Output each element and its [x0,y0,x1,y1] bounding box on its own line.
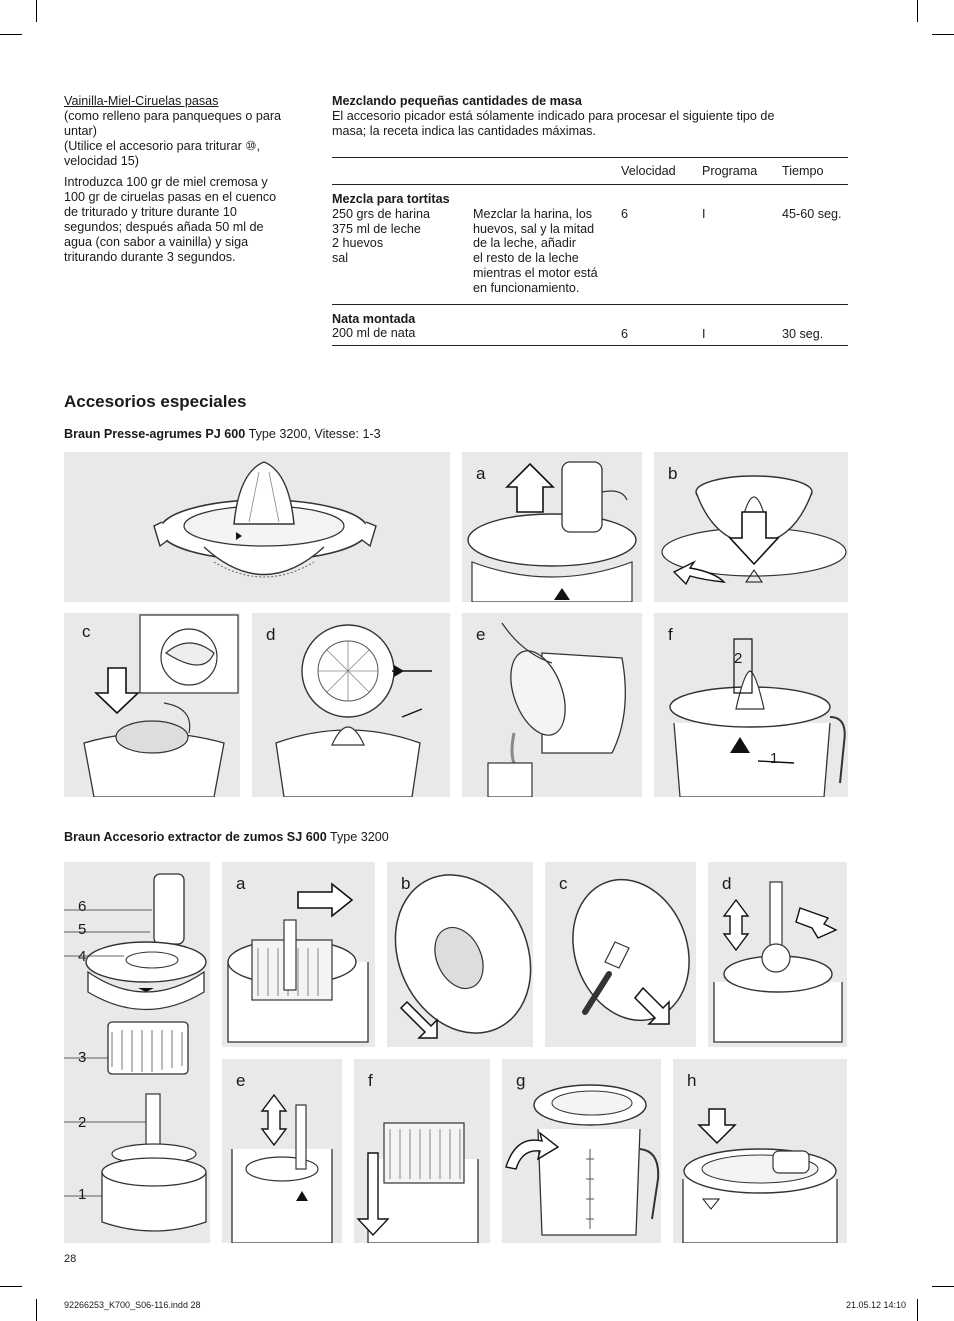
pj600-detail: Type 3200, Vitesse: 1-3 [245,427,381,441]
recipe-body-line: Introduzca 100 gr de miel cremosa y [64,175,268,189]
panel-label: e [236,1071,246,1090]
recipe-line: velocidad 15) [64,154,139,168]
pj600-panel-f [654,613,848,797]
recipe-line: (Utilice el accesorio para triturar ⑩, [64,139,261,153]
crop-mark [917,1299,918,1321]
sj600-panel-g [502,1059,661,1243]
sj600-panel-e [222,1059,342,1243]
step-number: 2 [734,650,743,667]
program-cell: I [702,185,782,305]
recipe-block [64,94,314,265]
row-name: Mezcla para tortitas [332,192,450,206]
part-number: 6 [78,898,87,915]
panel-label: a [236,874,246,893]
recipe-body-line: de triturado y triture durante 10 [64,205,237,219]
ingredient: 375 ml de leche [332,221,421,236]
table-row [332,304,848,346]
panel-label: d [266,625,276,644]
page-number: 28 [64,1253,77,1265]
pj600-name: Braun Presse-agrumes PJ 600 [64,427,246,441]
pj600-panel-a [462,452,642,602]
part-number: 5 [78,921,87,938]
method-line: mientras el motor está [473,265,598,280]
sj600-subheading [64,830,389,844]
file-info: 92266253_K700_S06-116.indd 28 [64,1300,201,1310]
part-number: 2 [78,1114,87,1131]
table-header-row [332,158,848,185]
crop-mark [36,1299,37,1321]
crop-mark [932,1286,954,1287]
panel-label: c [82,622,91,641]
speed-cell: 6 [621,185,702,305]
sj600-detail: Type 3200 [326,830,389,844]
dough-heading: Mezclando pequeñas cantidades de masa [332,94,582,108]
method-line: en funcionamiento. [473,280,580,295]
table-header: Tiempo [782,158,848,185]
speed-cell: 6 [621,304,702,346]
sj600-panel-a [222,862,375,1047]
method-line: el resto de la leche [473,251,579,266]
recipe-line: (como relleno para panqueques o para [64,109,282,123]
part-number: 3 [78,1049,87,1066]
panel-label: b [668,464,678,483]
recipe-body-line: 100 gr de ciruelas pasas en el cuenco [64,190,277,204]
panel-label: f [368,1071,373,1090]
time-cell: 30 seg. [782,304,848,346]
section-title: Accesorios especiales [64,392,247,411]
pj600-subheading [64,427,381,441]
table-row [332,185,848,305]
part-number: 1 [78,1186,87,1203]
panel-label: g [516,1071,526,1090]
ingredient: 200 ml de nata [332,326,416,341]
table-header: Programa [702,158,782,185]
pj600-overview-illustration [64,452,450,602]
method-line: Mezclar la harina, los [473,206,592,221]
crop-mark [0,1286,22,1287]
pj600-panel-c [64,613,240,797]
time-cell: 45-60 seg. [782,185,848,305]
table-header [473,158,621,185]
intro-line: masa; la receta indica las cantidades máximas. [332,124,596,138]
method-line: de la leche, añadir [473,236,576,251]
crop-mark [917,0,918,22]
sj600-panel-d [708,862,847,1047]
table-header [332,158,473,185]
method-line: huevos, sal y la mitad [473,221,595,236]
sj600-panel-h [673,1059,847,1243]
sj600-panel-f [354,1059,490,1243]
dough-intro [332,94,852,139]
recipe-body-line: segundos; después añada 50 ml de [64,220,264,234]
ingredient: 2 huevos [332,236,384,251]
ingredient: sal [332,251,349,266]
sj600-name: Braun Accesorio extractor de zumos SJ 600 [64,830,327,844]
ingredient: 250 grs de harina [332,206,431,221]
dough-table [332,157,848,346]
sj600-panel-c [545,862,696,1047]
panel-label: c [559,874,568,893]
recipe-line: untar) [64,124,97,138]
row-name: Nata montada [332,311,416,326]
intro-line: El accesorio picador está sólamente indicado para procesar el siguiente tipo de [332,109,775,123]
panel-label: f [668,625,673,644]
citrus-press-icon [64,452,450,602]
pj600-panel-b [654,452,848,602]
sj600-exploded-view [64,862,210,1243]
crop-mark [932,34,954,35]
pj600-panel-d [252,613,450,797]
print-date: 21.05.12 14:10 [846,1300,907,1310]
part-number: 4 [78,948,87,965]
sj600-panel-b [387,862,533,1047]
panel-label: e [476,625,486,644]
step-number: 1 [770,750,779,767]
program-cell: I [702,304,782,346]
crop-mark [0,34,22,35]
recipe-title: Vainilla-Miel-Ciruelas pasas [64,94,219,108]
table-header: Velocidad [621,158,702,185]
recipe-body-line: triturando durante 3 segundos. [64,250,236,264]
pj600-panel-e [462,613,642,797]
recipe-body-line: agua (con sabor a vainilla) y siga [64,235,249,249]
panel-label: b [401,874,411,893]
panel-label: a [476,464,486,483]
panel-label: d [722,874,732,893]
crop-mark [36,0,37,22]
panel-label: h [687,1071,697,1090]
